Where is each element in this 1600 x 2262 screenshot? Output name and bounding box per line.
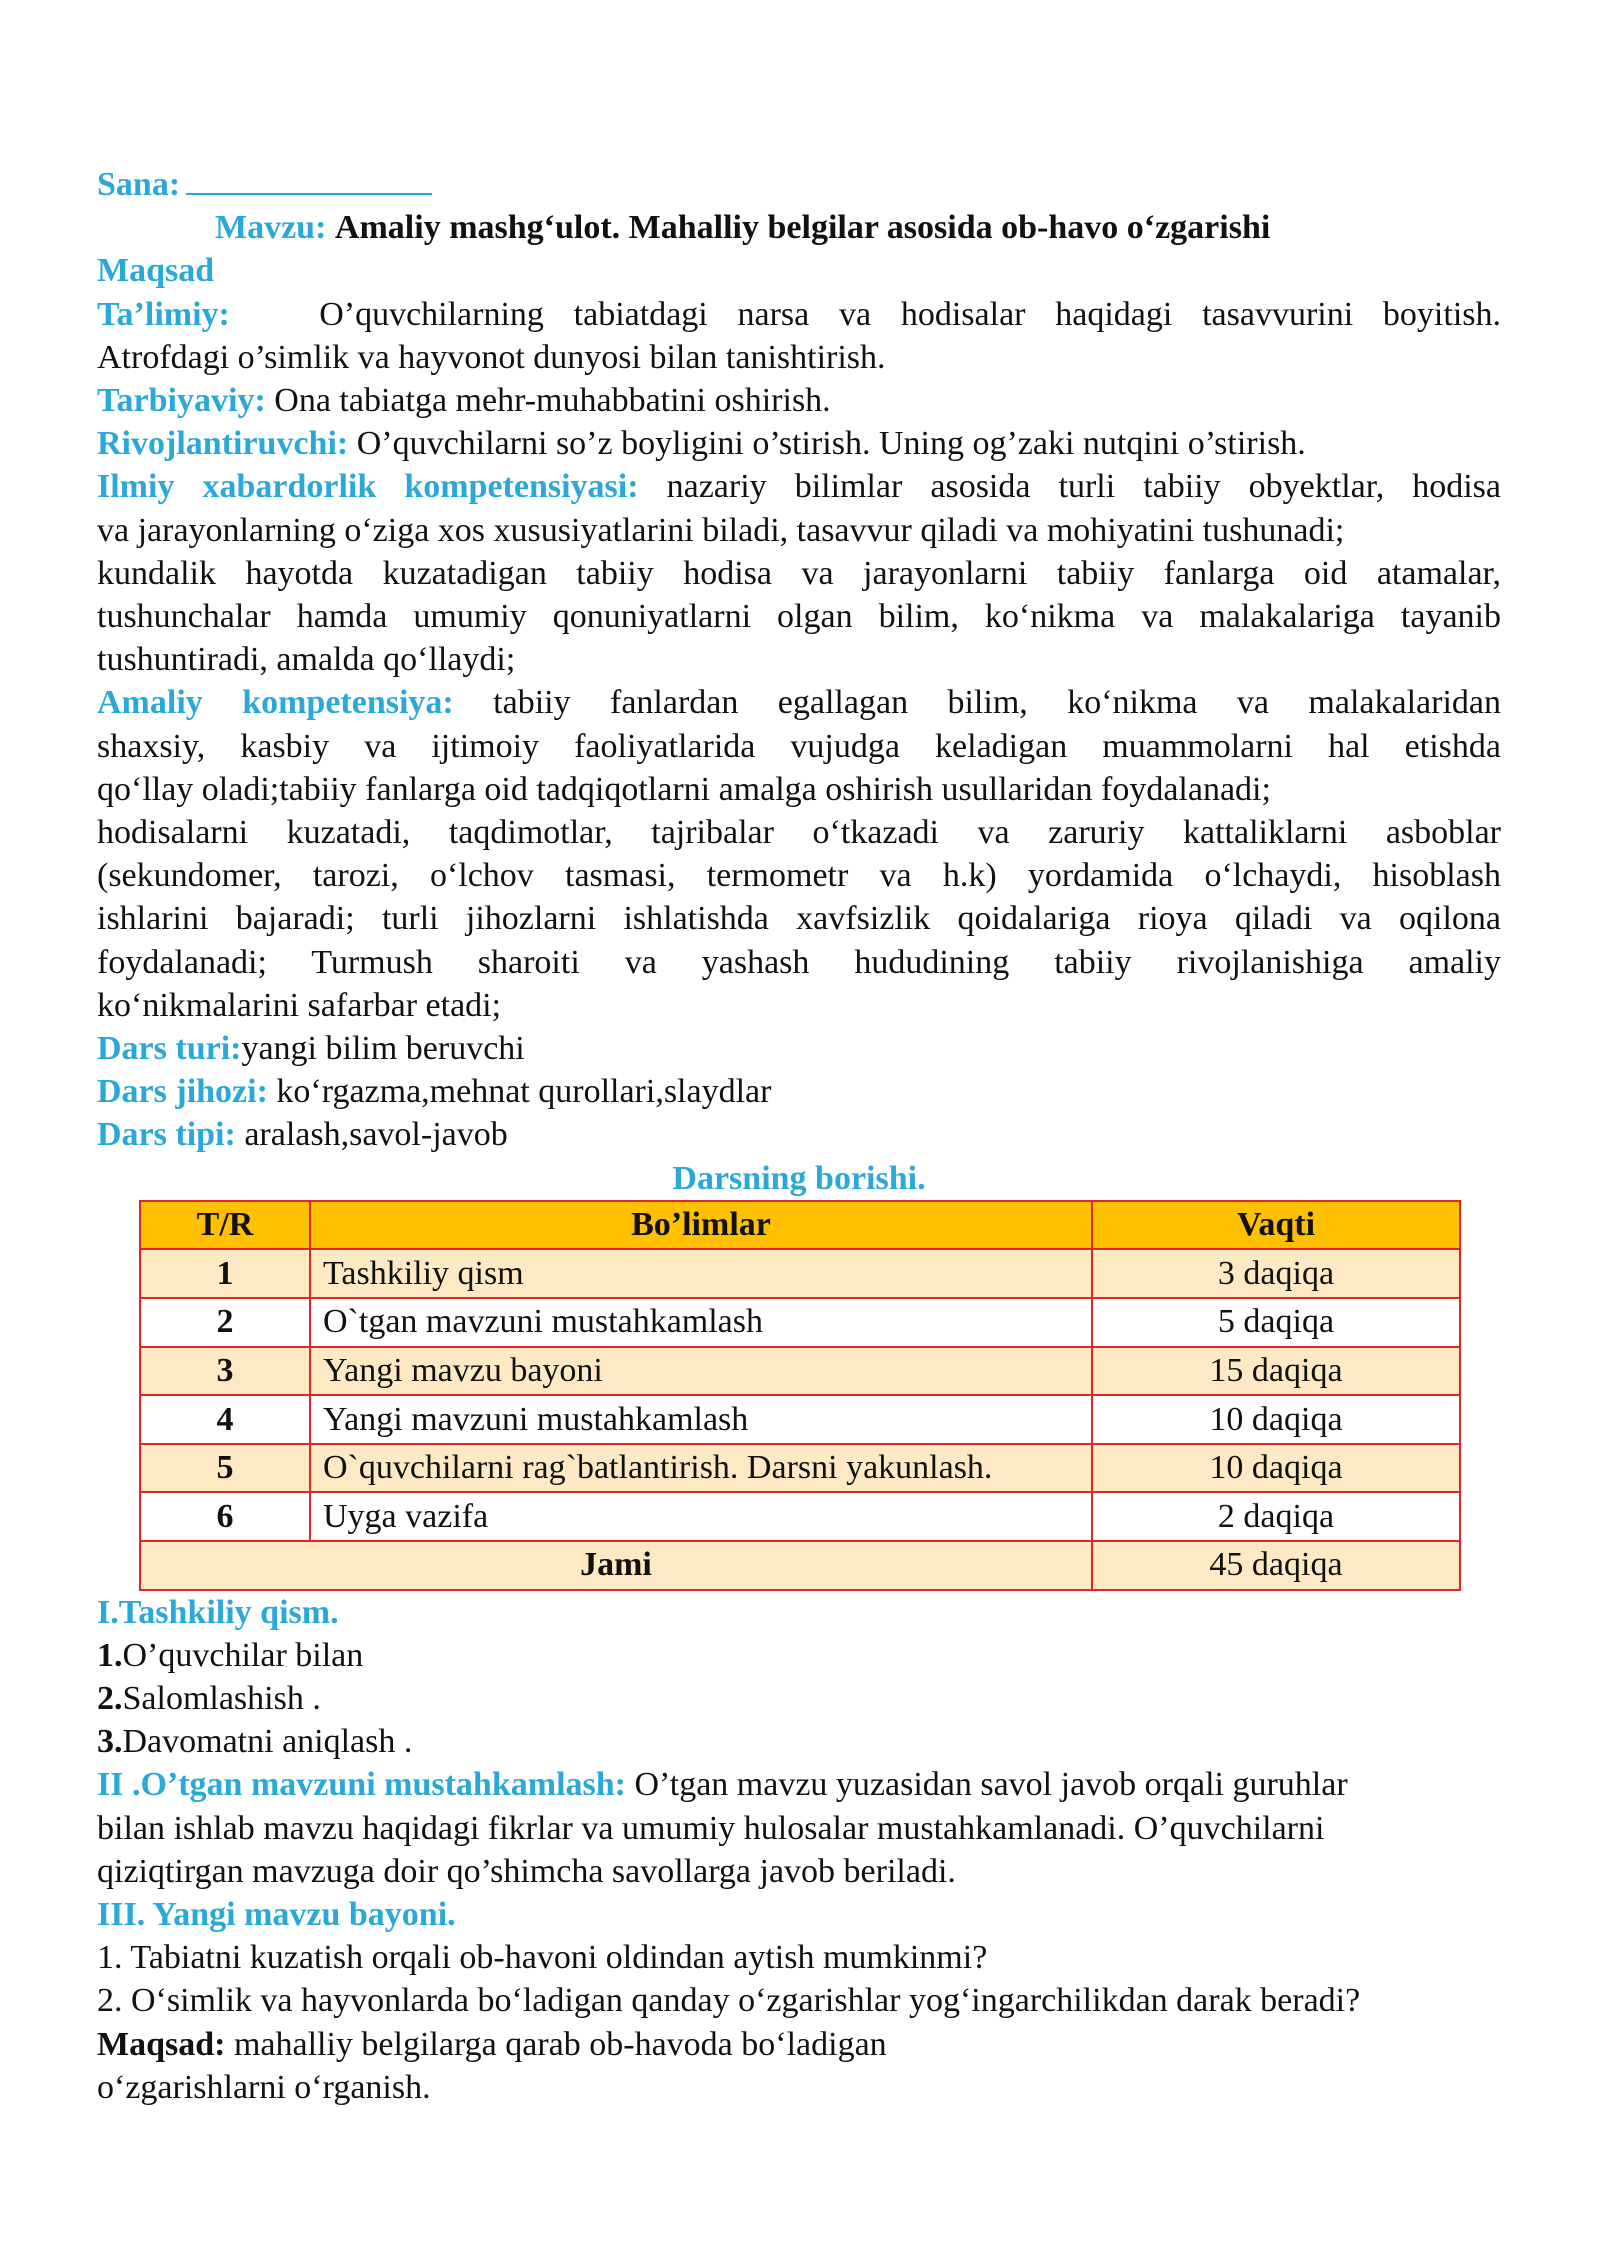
part2-text-2: bilan ishlab mavzu haqidagi fikrlar va umumiy hulosalar mustahkamlanadi. O’quvchilarni: [97, 1809, 1325, 1847]
row-section: O`tgan mavzuni mustahkamlash: [310, 1298, 1092, 1347]
lesson-kind-label: Dars tipi:: [97, 1116, 236, 1154]
row-time: 5 daqiqa: [1092, 1298, 1460, 1347]
lesson-kind: [97, 1113, 1501, 1156]
row-number: 2: [140, 1298, 310, 1347]
practical-competence-label: Amaliy kompetensiya:: [97, 684, 454, 722]
row-number: 4: [140, 1395, 310, 1444]
lesson-type: [97, 1027, 1501, 1070]
table-row: [140, 1347, 1460, 1396]
developmental-goal-text: O’quvchilarni so’z boyligini o’stirish. Uning og’zaki nutqini o’stirish.: [356, 425, 1306, 463]
row-time: 15 daqiqa: [1092, 1347, 1460, 1396]
list-item: [97, 1677, 1501, 1720]
date-blank: [186, 163, 432, 195]
developmental-goal: [97, 422, 1501, 465]
total-label: Jami: [140, 1541, 1092, 1590]
document-body: [97, 163, 1501, 2109]
row-number: 6: [140, 1492, 310, 1541]
table-row: [140, 1444, 1460, 1493]
table-row: [140, 1298, 1460, 1347]
row-time: 3 daqiqa: [1092, 1249, 1460, 1298]
date-line: [97, 163, 1501, 206]
table-header-row: [140, 1201, 1460, 1250]
scientific-competence-text-3: kundalik hayotda kuzatadigan tabiiy hodisa va jarayonlarni tabiiy fanlarga oid atamalar,: [97, 554, 1501, 592]
practical-competence-line-1: [97, 681, 1501, 724]
practical-competence-text-7: foydalanadi; Turmush sharoiti va yashash hududining tabiiy rivojlanishiga amaliy: [97, 943, 1501, 981]
topic-title: Amaliy mashg‘ulot. Mahalliy belgilar asosida ob-havo o‘zgarishi: [334, 209, 1271, 247]
row-time: 10 daqiqa: [1092, 1444, 1460, 1493]
topic-label: Mavzu:: [215, 209, 327, 247]
developmental-goal-label: Rivojlantiruvchi:: [97, 425, 349, 463]
scientific-competence: [97, 465, 1501, 681]
scientific-competence-text-4: tushunchalar hamda umumiy qonuniyatlarni olgan bilim, ko‘nikma va malakalariga tayanib: [97, 598, 1501, 636]
lesson-equipment: [97, 1070, 1501, 1113]
lesson-plan-table: [139, 1200, 1461, 1591]
practical-competence-text-1: tabiiy fanlardan egallagan bilim, ko‘nikma va malakalaridan: [493, 684, 1501, 722]
lesson-kind-text: aralash,savol-javob: [244, 1116, 508, 1154]
educational-goal-label: Ta’limiy:: [97, 295, 230, 333]
practical-competence-text-6: ishlarini bajaradi; turli jihozlarni ishlatishda xavfsizlik qoidalariga rioya qiladi va oqilona: [97, 900, 1501, 938]
upbringing-goal: [97, 379, 1501, 422]
practical-competence-text-3: qo‘llay oladi;tabiiy fanlarga oid tadqiqotlarni amalga oshirish usullaridan foydalanadi;: [97, 770, 1271, 808]
table-row: [140, 1395, 1460, 1444]
list-item-text: O’quvchilar bilan: [122, 1636, 364, 1674]
part3-goal-cont: o‘zgarishlarni o‘rganish.: [97, 2068, 431, 2106]
list-item-number: 3.: [97, 1723, 123, 1761]
part3-goal-text: mahalliy belgilarga qarab ob-havoda bo‘ladigan: [233, 2025, 887, 2063]
row-number: 5: [140, 1444, 310, 1493]
goal-heading: Maqsad: [97, 252, 215, 290]
total-time: 45 daqiqa: [1092, 1541, 1460, 1590]
header-sections: Bo’limlar: [310, 1201, 1092, 1250]
educational-goal-text: O’quvchilarning tabiatdagi narsa va hodisalar haqidagi tasavvurini boyitish.: [319, 295, 1502, 333]
row-section: Yangi mavzu bayoni: [310, 1347, 1092, 1396]
list-item-number: 1.: [97, 1636, 123, 1674]
scientific-competence-text-2: va jarayonlarning o‘ziga xos xususiyatlarini biladi, tasavvur qiladi va mohiyatini tushunadi;: [97, 511, 1345, 549]
row-time: 10 daqiqa: [1092, 1395, 1460, 1444]
part2-line-1: [97, 1763, 1501, 1806]
list-item: [97, 1720, 1501, 1763]
part3-goal-label: Maqsad:: [97, 2025, 226, 2063]
question-1: 1. Tabiatni kuzatish orqali ob-havoni oldindan aytish mumkinmi?: [97, 1939, 988, 1977]
part2-text-3: qiziqtirgan mavzuga doir qo’shimcha savollarga javob beriladi.: [97, 1852, 956, 1890]
lesson-type-text: yangi bilim beruvchi: [241, 1030, 525, 1068]
scientific-competence-line-1: [97, 465, 1501, 508]
list-item-number: 2.: [97, 1680, 123, 1718]
educational-goal: [97, 293, 1501, 336]
scientific-competence-text-1: nazariy bilimlar asosida turli tabiiy obyektlar, hodisa: [666, 468, 1502, 506]
part3-goal: [97, 2023, 1501, 2066]
header-time: Vaqti: [1092, 1201, 1460, 1250]
upbringing-goal-label: Tarbiyaviy:: [97, 382, 266, 420]
practical-competence-text-4: hodisalarni kuzatadi, taqdimotlar, tajribalar o‘tkazadi va zaruriy kattaliklarni asboblar: [97, 814, 1501, 852]
row-section: Yangi mavzuni mustahkamlash: [310, 1395, 1092, 1444]
list-item: [97, 1634, 1501, 1677]
topic-line: [97, 206, 1501, 249]
part1-heading: I.Tashkiliy qism.: [97, 1593, 339, 1631]
list-item-text: Salomlashish .: [122, 1680, 321, 1718]
list-item-text: Davomatni aniqlash .: [122, 1723, 413, 1761]
table-row: [140, 1492, 1460, 1541]
table-total-row: [140, 1541, 1460, 1590]
lesson-equipment-text: ko‘rgazma,mehnat qurollari,slaydlar: [276, 1073, 772, 1111]
row-time: 2 daqiqa: [1092, 1492, 1460, 1541]
table-row: [140, 1249, 1460, 1298]
practical-competence-text-2: shaxsiy, kasbiy va ijtimoiy faoliyatlarida vujudga keladigan muammolarni hal etishda: [97, 727, 1501, 765]
row-number: 1: [140, 1249, 310, 1298]
educational-goal-cont: Atrofdagi o’simlik va hayvonot dunyosi bilan tanishtirish.: [97, 338, 886, 376]
part2-heading: II .O’tgan mavzuni mustahkamlash:: [97, 1766, 626, 1804]
row-number: 3: [140, 1347, 310, 1396]
part2-text-1: O’tgan mavzu yuzasidan savol javob orqali guruhlar: [634, 1766, 1348, 1804]
scientific-competence-label: Ilmiy xabardorlik kompetensiyasi:: [97, 468, 639, 506]
lesson-equipment-label: Dars jihozi:: [97, 1073, 268, 1111]
date-label: Sana:: [97, 166, 181, 203]
header-number: T/R: [140, 1201, 310, 1250]
part3-heading: III. Yangi mavzu bayoni.: [97, 1896, 456, 1934]
question-2: 2. O‘simlik va hayvonlarda bo‘ladigan qanday o‘zgarishlar yog‘ingarchilikdan darak beradi?: [97, 1982, 1361, 2020]
lesson-type-label: Dars turi:: [97, 1030, 242, 1068]
upbringing-goal-text: Ona tabiatga mehr-muhabbatini oshirish.: [274, 382, 831, 420]
practical-competence: [97, 681, 1501, 1027]
row-section: Tashkiliy qism: [310, 1249, 1092, 1298]
practical-competence-text-8: ko‘nikmalarini safarbar etadi;: [97, 986, 502, 1024]
lesson-plan-title: Darsning borishi.: [672, 1159, 926, 1197]
row-section: O`quvchilarni rag`batlantirish. Darsni yakunlash.: [310, 1444, 1092, 1493]
row-section: Uyga vazifa: [310, 1492, 1092, 1541]
practical-competence-text-5: (sekundomer, tarozi, o‘lchov tasmasi, termometr va h.k) yordamida o‘lchaydi, hisoblash: [97, 857, 1501, 895]
scientific-competence-text-5: tushuntiradi, amalda qo‘llaydi;: [97, 641, 516, 679]
